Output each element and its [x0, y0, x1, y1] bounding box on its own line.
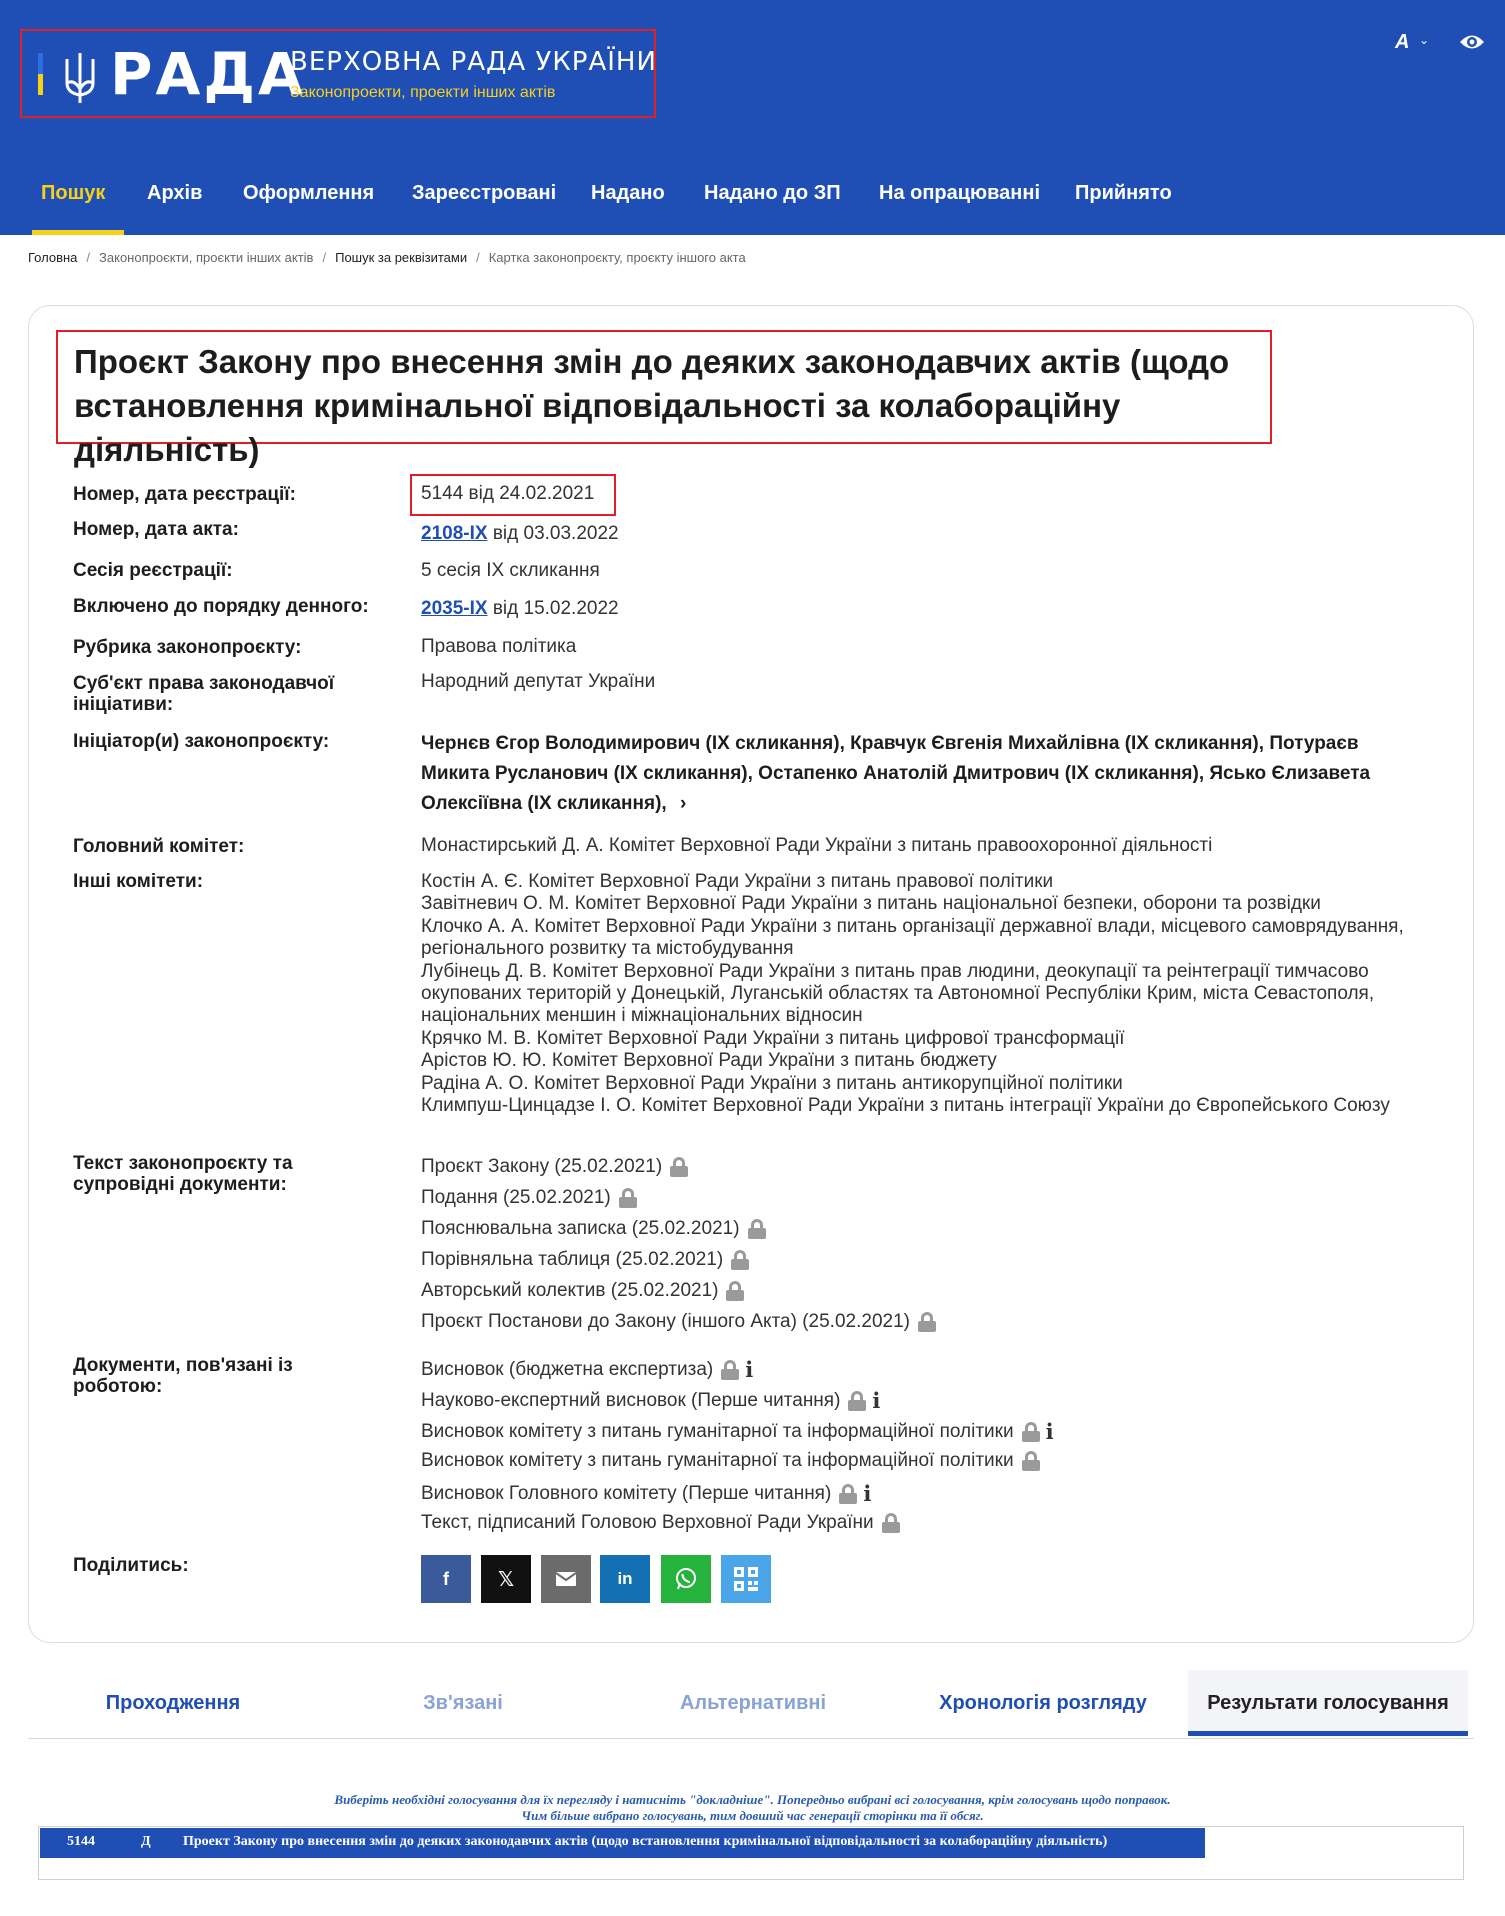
main-committee-value: Монастирський Д. А. Комітет Верховної Ради України з питань правоохоронної діяльності — [421, 835, 1213, 856]
nav-item-search[interactable]: Пошук — [41, 151, 105, 235]
nav-item-processing[interactable]: На опрацюванні — [879, 182, 1041, 204]
committee-item: Арістов Ю. Ю. Комітет Верховної Ради України з питань бюджету — [421, 1050, 997, 1072]
related-doc-link[interactable]: Висновок Головного комітету (Перше читання) i — [421, 1481, 872, 1506]
lock-icon — [726, 1281, 744, 1301]
linkedin-share-button[interactable] — [600, 1555, 650, 1603]
info-icon[interactable]: i — [745, 1357, 754, 1382]
tab-related[interactable]: Зв'язані — [423, 1692, 503, 1714]
facebook-icon: f — [443, 1568, 449, 1589]
info-icon[interactable]: i — [863, 1481, 872, 1506]
related-doc-link[interactable]: Висновок комітету з питань гуманітарної та інформаційної політики i — [421, 1419, 1054, 1444]
agenda-number-link[interactable]: 2035-IX — [421, 598, 488, 619]
flag-stripe — [38, 53, 43, 95]
eye-icon[interactable] — [1459, 32, 1485, 52]
reg-value: 5144 від 24.02.2021 — [421, 483, 595, 504]
committee-item: Климпуш-Цинцадзе І. О. Комітет Верховної Ради України з питань інтеграції України до Європейського Союзу — [421, 1095, 1390, 1117]
agenda-value — [421, 598, 619, 620]
chevron-down-icon[interactable]: ⌄ — [1419, 33, 1430, 47]
nav-item-adopted[interactable]: Прийнято — [1075, 182, 1172, 204]
initiators-value — [421, 729, 1431, 819]
email-icon — [556, 1572, 576, 1586]
lock-icon — [1022, 1451, 1040, 1471]
tab-alternative[interactable]: Альтернативні — [679, 1692, 827, 1714]
twitter-share-button[interactable] — [481, 1555, 531, 1603]
lock-icon — [721, 1360, 739, 1380]
reg-label: Номер, дата реєстрації: — [73, 484, 296, 505]
site-header — [0, 0, 1505, 151]
nav-item-provided[interactable]: Надано — [591, 182, 665, 204]
committee-item: Крячко М. В. Комітет Верховної Ради України з питань цифрової трансформації — [421, 1027, 1125, 1049]
voting-row[interactable] — [40, 1828, 1205, 1858]
voting-row-title: Проект Закону про внесення змін до деяких законодавчих актів (щодо встановлення кримінальної відповідальності за колабораційну діяльність) — [183, 1834, 1108, 1849]
qr-code-icon — [732, 1565, 760, 1593]
email-share-button[interactable] — [541, 1555, 591, 1603]
nav-item-formatting[interactable]: Оформлення — [243, 182, 375, 204]
initiators-list[interactable]: Чернєв Єгор Володимирович (IX скликання), Кравчук Євгенія Михайлівна (IX скликання), Потураєв Микита Русланович (IX скликання), Остапенко Анатолій Дмитрович (IX скликання), Ясько Єлизавета Олексіївна (IX скликання), — [421, 733, 1371, 814]
act-date: від 03.03.2022 — [492, 523, 619, 544]
bill-title: Проєкт Закону про внесення змін до деяких законодавчих актів (щодо встановлення кримінальної відповідальності за колабораційну діяльність) — [74, 343, 1230, 468]
nav-item-archive[interactable]: Архів — [147, 182, 203, 204]
facebook-share-button[interactable] — [421, 1555, 471, 1603]
rubric-label: Рубрика законопроєкту: — [73, 637, 302, 658]
bill-title-box — [56, 330, 1272, 468]
chevron-right-icon[interactable]: › — [679, 793, 687, 814]
related-doc-link[interactable]: Висновок комітету з питань гуманітарної та інформаційної політики — [421, 1450, 1040, 1472]
lock-icon — [670, 1157, 688, 1177]
lock-icon — [748, 1219, 766, 1239]
trident-icon — [62, 49, 98, 105]
info-icon[interactable]: i — [872, 1388, 881, 1413]
breadcrumb-search[interactable]: Пошук за реквізитами — [335, 250, 468, 265]
texts-label: Текст законопроєкту та супровідні документи: — [73, 1153, 293, 1195]
committee-item: Клочко А. А. Комітет Верховної Ради України з питань організації державної влади, місцевого самоврядування, регіонального розвитку та містобудування — [421, 915, 1404, 960]
other-committees-list — [421, 871, 1431, 1117]
lock-icon — [882, 1513, 900, 1533]
committee-item: Лубінець Д. В. Комітет Верховної Ради України з питань прав людини, деокупації та реінтеграції тимчасово окупованих територій у Донецькій, Луганській областях та Автономної Республіки Крим, міста Севастополя, національних меншин і міжнаціональних відносин — [421, 960, 1375, 1027]
x-icon: 𝕏 — [497, 1568, 515, 1591]
agenda-date: від 15.02.2022 — [492, 598, 619, 619]
subject-label: Суб'єкт права законодавчої ініціативи: — [73, 673, 335, 715]
act-number-link[interactable]: 2108-IX — [421, 523, 488, 544]
breadcrumb-current: Картка законопроєкту, проєкту іншого акта — [488, 250, 746, 265]
doc-link[interactable]: Проєкт Постанови до Закону (іншого Акта) (25.02.2021) — [421, 1311, 936, 1333]
voting-row-type: Д — [141, 1834, 151, 1849]
lock-icon — [619, 1188, 637, 1208]
whatsapp-share-button[interactable] — [661, 1555, 711, 1603]
session-label: Сесія реєстрації: — [73, 560, 233, 581]
related-doc-link[interactable]: Науково-експертний висновок (Перше читання) i — [421, 1388, 881, 1413]
related-doc-link[interactable]: Текст, підписаний Головою Верховної Ради України — [421, 1512, 900, 1534]
committee-item: Завітневич О. М. Комітет Верховної Ради України з питань національної безпеки, оборони та розвідки — [421, 893, 1321, 915]
subject-value: Народний депутат України — [421, 671, 656, 692]
lock-icon — [731, 1250, 749, 1270]
tab-chronology[interactable]: Хронологія розгляду — [939, 1692, 1147, 1714]
committee-item: Радіна А. О. Комітет Верховної Ради України з питань антикорупційної політики — [421, 1072, 1123, 1094]
doc-link[interactable]: Авторський колектив (25.02.2021) — [421, 1280, 744, 1302]
site-subtitle: Законопроекти, проекти інших актів — [290, 84, 556, 101]
doc-link[interactable]: Проєкт Закону (25.02.2021) — [421, 1156, 688, 1178]
act-label: Номер, дата акта: — [73, 519, 239, 540]
related-label: Документи, пов'язані із роботою: — [73, 1355, 293, 1397]
breadcrumb-home[interactable]: Головна — [28, 250, 78, 265]
nav-item-registered[interactable]: Зареєстровані — [412, 182, 557, 204]
voting-instruction: Виберіть необхідні голосування для їх перегляду і натисніть "докладніше". Попередньо вибрані всі голосування, крім голосувань щодо поправок. — [334, 1792, 1171, 1807]
initiators-label: Ініціатор(и) законопроєкту: — [73, 731, 330, 752]
font-size-toggle[interactable]: A — [1395, 31, 1410, 53]
other-committees-label: Інші комітети: — [73, 871, 204, 892]
logo-word: РАДА — [110, 40, 306, 108]
rubric-value: Правова політика — [421, 636, 577, 657]
linkedin-icon: in — [617, 1569, 633, 1588]
related-doc-link[interactable]: Висновок (бюджетна експертиза) i — [421, 1357, 754, 1382]
lock-icon — [839, 1484, 857, 1504]
session-value: 5 сесія IX скликання — [421, 560, 600, 581]
agenda-label: Включено до порядку денного: — [73, 596, 369, 617]
breadcrumb: Головна / Законопроєкти, проєкти інших актів / Пошук за реквізитами / Картка законопроєкту, проєкту іншого акта — [28, 250, 746, 265]
site-logo[interactable] — [20, 29, 656, 118]
doc-link[interactable]: Пояснювальна записка (25.02.2021) — [421, 1218, 766, 1240]
main-committee-label: Головний комітет: — [73, 836, 245, 857]
lock-icon — [1022, 1422, 1040, 1442]
main-nav — [0, 151, 1505, 235]
act-value — [421, 523, 619, 545]
whatsapp-icon — [674, 1567, 698, 1591]
tabs-divider — [28, 1738, 1474, 1739]
tab-voting-results[interactable]: Результати голосування — [1188, 1670, 1468, 1736]
breadcrumb-bills[interactable]: Законопроєкти, проєкти інших актів — [99, 250, 314, 265]
site-title: ВЕРХОВНА РАДА УКРАЇНИ — [290, 47, 657, 77]
voting-instruction-note: Чим більше вибрано голосувань, тим довший час генерації сторінки та її обсяг. — [521, 1808, 984, 1823]
info-icon[interactable]: i — [1045, 1419, 1054, 1444]
nav-item-provided-zp[interactable]: Надано до ЗП — [704, 182, 841, 204]
share-label: Поділитись: — [73, 1555, 189, 1576]
doc-link[interactable]: Порівняльна таблиця (25.02.2021) — [421, 1249, 749, 1271]
tab-progress[interactable]: Проходження — [105, 1692, 241, 1714]
lock-icon — [848, 1391, 866, 1411]
qr-code-button[interactable] — [721, 1555, 771, 1603]
voting-row-number: 5144 — [67, 1834, 95, 1849]
doc-link[interactable]: Подання (25.02.2021) — [421, 1187, 637, 1209]
lock-icon — [918, 1312, 936, 1332]
committee-item: Костін А. Є. Комітет Верховної Ради України з питань правової політики — [421, 871, 1054, 892]
